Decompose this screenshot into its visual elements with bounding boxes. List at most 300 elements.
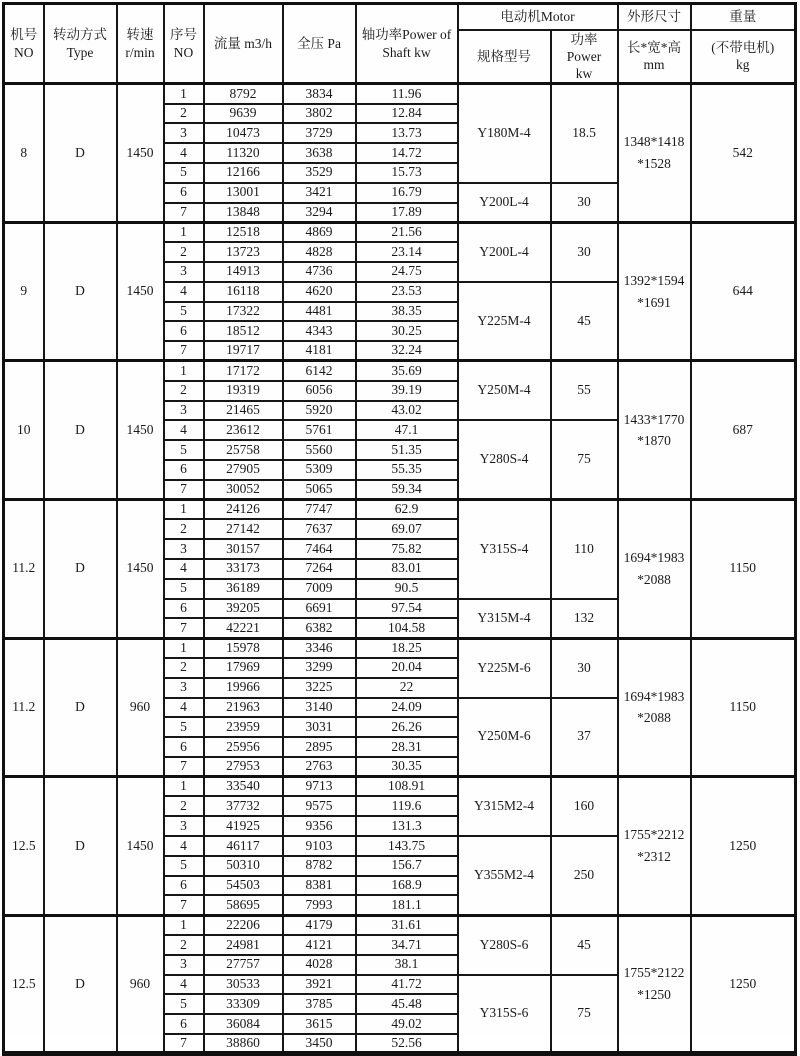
shaft-power-cell: 69.07 [356,519,458,539]
shaft-power-cell: 31.61 [356,915,458,935]
pressure-cell: 3421 [283,183,356,203]
header-weight-unit: kg [736,57,750,73]
serial-no-cell: 6 [164,1014,204,1034]
header-speed [117,4,164,84]
shaft-power-cell: 34.71 [356,935,458,955]
flow-cell: 24981 [204,935,283,955]
pressure-cell: 3785 [283,994,356,1014]
motor-model-cell: Y355M2-4 [458,836,551,915]
serial-no-cell: 3 [164,955,204,975]
motor-model-cell: Y280S-4 [458,420,551,499]
shaft-power-cell: 13.73 [356,123,458,143]
shaft-power-cell: 24.09 [356,698,458,718]
pressure-cell: 8381 [283,876,356,896]
motor-power-cell: 75 [551,420,618,499]
pressure-cell: 3031 [283,717,356,737]
flow-cell: 33309 [204,994,283,1014]
table-row [4,222,796,242]
pressure-cell: 7637 [283,519,356,539]
shaft-power-cell: 52.56 [356,1034,458,1054]
serial-no-cell: 3 [164,816,204,836]
pressure-cell: 3638 [283,143,356,163]
shaft-power-cell: 38.35 [356,302,458,322]
serial-no-cell: 6 [164,321,204,341]
header-drive-type-en: Type [66,44,94,60]
table-row [4,638,796,658]
drive-type-cell: D [44,638,117,777]
header-machine-no [4,4,44,84]
shaft-power-cell: 45.48 [356,994,458,1014]
pressure-cell: 9356 [283,816,356,836]
serial-no-cell: 7 [164,757,204,777]
serial-no-cell: 5 [164,579,204,599]
drive-type-cell: D [44,500,117,639]
shaft-power-cell: 51.35 [356,440,458,460]
table-row [4,777,796,797]
machine-block [4,500,796,639]
serial-no-cell: 6 [164,599,204,619]
flow-cell: 25956 [204,737,283,757]
pressure-cell: 5309 [283,460,356,480]
flow-cell: 23959 [204,717,283,737]
pressure-cell: 4736 [283,262,356,282]
serial-no-cell: 2 [164,104,204,124]
shaft-power-cell: 17.89 [356,203,458,223]
serial-no-cell: 1 [164,84,204,104]
pressure-cell: 5065 [283,480,356,500]
serial-no-cell: 5 [164,856,204,876]
header-drive-type-zh: 转动方式 [53,27,107,43]
serial-no-cell: 7 [164,1034,204,1054]
pressure-cell: 3802 [283,104,356,124]
flow-cell: 12166 [204,163,283,183]
shaft-power-cell: 90.5 [356,579,458,599]
shaft-power-cell: 11.96 [356,84,458,104]
machine-block [4,361,796,500]
pressure-cell: 6142 [283,361,356,381]
flow-cell: 13848 [204,203,283,223]
flow-cell: 18512 [204,321,283,341]
flow-cell: 17969 [204,658,283,678]
pressure-cell: 9575 [283,796,356,816]
serial-no-cell: 1 [164,500,204,520]
table-header [4,4,796,84]
motor-model-cell: Y225M-4 [458,282,551,361]
drive-type-cell: D [44,84,117,223]
pressure-cell: 3346 [283,638,356,658]
motor-power-cell: 160 [551,777,618,836]
shaft-power-cell: 39.19 [356,381,458,401]
serial-no-cell: 3 [164,262,204,282]
flow-cell: 27757 [204,955,283,975]
shaft-power-cell: 24.75 [356,262,458,282]
serial-no-cell: 3 [164,123,204,143]
flow-cell: 30052 [204,480,283,500]
header-motor-model: 规格型号 [458,30,551,84]
serial-no-cell: 6 [164,460,204,480]
serial-no-cell: 1 [164,915,204,935]
serial-no-cell: 1 [164,361,204,381]
machine-no-cell: 12.5 [4,777,44,916]
flow-cell: 39205 [204,599,283,619]
header-weight [691,30,796,84]
weight-cell: 687 [691,361,796,500]
flow-cell: 22206 [204,915,283,935]
serial-no-cell: 4 [164,559,204,579]
pressure-cell: 8782 [283,856,356,876]
motor-power-cell: 250 [551,836,618,915]
shaft-power-cell: 12.84 [356,104,458,124]
shaft-power-cell: 143.75 [356,836,458,856]
header-pressure: 全压 Pa [283,4,356,84]
weight-cell: 1250 [691,777,796,916]
flow-cell: 54503 [204,876,283,896]
serial-no-cell: 6 [164,876,204,896]
dimensions-cell: 1392*1594*1691 [618,222,691,361]
shaft-power-cell: 119.6 [356,796,458,816]
shaft-power-cell: 28.31 [356,737,458,757]
shaft-power-cell: 21.56 [356,222,458,242]
motor-model-cell: Y315S-4 [458,500,551,599]
speed-cell: 1450 [117,84,164,223]
pressure-cell: 6382 [283,618,356,638]
flow-cell: 27905 [204,460,283,480]
flow-cell: 30157 [204,539,283,559]
machine-block [4,84,796,223]
header-machine-no-en: NO [14,44,34,60]
flow-cell: 41925 [204,816,283,836]
drive-type-cell: D [44,361,117,500]
serial-no-cell: 4 [164,975,204,995]
flow-cell: 37732 [204,796,283,816]
shaft-power-cell: 20.04 [356,658,458,678]
drive-type-cell: D [44,777,117,916]
serial-no-cell: 1 [164,638,204,658]
pressure-cell: 7747 [283,500,356,520]
serial-no-cell: 4 [164,143,204,163]
shaft-power-cell: 75.82 [356,539,458,559]
weight-cell: 1150 [691,638,796,777]
header-dimensions-group: 外形尺寸 [618,4,691,30]
motor-power-cell: 75 [551,975,618,1054]
flow-cell: 27953 [204,757,283,777]
pressure-cell: 7993 [283,895,356,915]
pressure-cell: 4481 [283,302,356,322]
header-shaft-power [356,4,458,84]
weight-cell: 542 [691,84,796,223]
machine-block [4,638,796,777]
machine-no-cell: 9 [4,222,44,361]
motor-power-cell: 37 [551,698,618,777]
flow-cell: 23612 [204,420,283,440]
shaft-power-cell: 38.1 [356,955,458,975]
pressure-cell: 4121 [283,935,356,955]
header-serial-no-en: NO [173,44,194,60]
flow-cell: 38860 [204,1034,283,1054]
flow-cell: 27142 [204,519,283,539]
pressure-cell: 2763 [283,757,356,777]
flow-cell: 10473 [204,123,283,143]
serial-no-cell: 7 [164,895,204,915]
serial-no-cell: 5 [164,163,204,183]
flow-cell: 30533 [204,975,283,995]
flow-cell: 42221 [204,618,283,638]
shaft-power-cell: 16.79 [356,183,458,203]
pressure-cell: 3529 [283,163,356,183]
serial-no-cell: 1 [164,777,204,797]
motor-power-cell: 55 [551,361,618,420]
pressure-cell: 6691 [283,599,356,619]
motor-power-cell: 30 [551,638,618,697]
flow-cell: 19319 [204,381,283,401]
header-motor-group: 电动机Motor [458,4,618,30]
flow-cell: 24126 [204,500,283,520]
pressure-cell: 5920 [283,401,356,421]
shaft-power-cell: 59.34 [356,480,458,500]
shaft-power-cell: 30.25 [356,321,458,341]
table-row [4,84,796,104]
header-machine-no-zh: 机号 [10,27,38,43]
dimensions-cell: 1694*1983*2088 [618,638,691,777]
serial-no-cell: 4 [164,698,204,718]
shaft-power-cell: 104.58 [356,618,458,638]
serial-no-cell: 2 [164,935,204,955]
header-shaft-power-line2: Shaft kw [382,44,431,60]
motor-model-cell: Y315M2-4 [458,777,551,836]
pressure-cell: 7464 [283,539,356,559]
serial-no-cell: 7 [164,341,204,361]
header-serial-no [164,4,204,84]
shaft-power-cell: 181.1 [356,895,458,915]
pressure-cell: 3225 [283,678,356,698]
header-shaft-power-line1: 轴功率Power of [361,27,452,43]
header-serial-no-zh: 序号 [170,27,197,43]
pressure-cell: 4343 [283,321,356,341]
serial-no-cell: 5 [164,994,204,1014]
serial-no-cell: 2 [164,242,204,262]
flow-cell: 8792 [204,84,283,104]
flow-cell: 21963 [204,698,283,718]
motor-power-cell: 45 [551,282,618,361]
dimensions-cell: 1755*2122*1250 [618,915,691,1054]
flow-cell: 11320 [204,143,283,163]
serial-no-cell: 3 [164,401,204,421]
weight-cell: 644 [691,222,796,361]
serial-no-cell: 1 [164,222,204,242]
flow-cell: 36189 [204,579,283,599]
shaft-power-cell: 108.91 [356,777,458,797]
pressure-cell: 4869 [283,222,356,242]
serial-no-cell: 4 [164,836,204,856]
flow-cell: 9639 [204,104,283,124]
shaft-power-cell: 23.14 [356,242,458,262]
motor-model-cell: Y280S-6 [458,915,551,974]
shaft-power-cell: 156.7 [356,856,458,876]
serial-no-cell: 2 [164,381,204,401]
pressure-cell: 3921 [283,975,356,995]
pressure-cell: 4181 [283,341,356,361]
motor-model-cell: Y315M-4 [458,599,551,639]
shaft-power-cell: 22 [356,678,458,698]
flow-cell: 46117 [204,836,283,856]
header-flow: 流量 m3/h [204,4,283,84]
header-drive-type [44,4,117,84]
flow-cell: 33173 [204,559,283,579]
speed-cell: 1450 [117,500,164,639]
pressure-cell: 5560 [283,440,356,460]
drive-type-cell: D [44,915,117,1054]
header-weight-group: 重量 [691,4,796,30]
shaft-power-cell: 41.72 [356,975,458,995]
serial-no-cell: 6 [164,737,204,757]
serial-no-cell: 7 [164,480,204,500]
shaft-power-cell: 23.53 [356,282,458,302]
weight-cell: 1250 [691,915,796,1054]
shaft-power-cell: 35.69 [356,361,458,381]
flow-cell: 25758 [204,440,283,460]
machine-no-cell: 11.2 [4,500,44,639]
header-motor-power [551,30,618,84]
header-row-1 [4,4,796,30]
pressure-cell: 3834 [283,84,356,104]
motor-power-cell: 18.5 [551,84,618,183]
serial-no-cell: 7 [164,203,204,223]
flow-cell: 15978 [204,638,283,658]
motor-power-cell: 30 [551,222,618,281]
header-motor-power-line1: 功率Power [566,31,602,64]
pressure-cell: 3615 [283,1014,356,1034]
speed-cell: 1450 [117,222,164,361]
motor-model-cell: Y200L-4 [458,183,551,223]
pressure-cell: 5761 [283,420,356,440]
flow-cell: 50310 [204,856,283,876]
pressure-cell: 3294 [283,203,356,223]
flow-cell: 13723 [204,242,283,262]
dimensions-cell: 1694*1983*2088 [618,500,691,639]
pressure-cell: 3299 [283,658,356,678]
flow-cell: 36084 [204,1014,283,1034]
pressure-cell: 4620 [283,282,356,302]
machine-block [4,777,796,916]
serial-no-cell: 6 [164,183,204,203]
shaft-power-cell: 47.1 [356,420,458,440]
header-motor-power-unit: kw [575,66,593,82]
serial-no-cell: 2 [164,796,204,816]
motor-model-cell: Y315S-6 [458,975,551,1054]
flow-cell: 21465 [204,401,283,421]
serial-no-cell: 7 [164,618,204,638]
serial-no-cell: 5 [164,717,204,737]
shaft-power-cell: 168.9 [356,876,458,896]
shaft-power-cell: 43.02 [356,401,458,421]
flow-cell: 33540 [204,777,283,797]
shaft-power-cell: 131.3 [356,816,458,836]
serial-no-cell: 4 [164,282,204,302]
serial-no-cell: 5 [164,302,204,322]
table-row [4,915,796,935]
serial-no-cell: 3 [164,539,204,559]
shaft-power-cell: 30.35 [356,757,458,777]
shaft-power-cell: 26.26 [356,717,458,737]
pressure-cell: 7009 [283,579,356,599]
motor-model-cell: Y250M-6 [458,698,551,777]
flow-cell: 17172 [204,361,283,381]
pressure-cell: 3140 [283,698,356,718]
serial-no-cell: 4 [164,420,204,440]
speed-cell: 1450 [117,777,164,916]
dimensions-cell: 1755*2212*2312 [618,777,691,916]
motor-model-cell: Y225M-6 [458,638,551,697]
machine-block [4,915,796,1054]
flow-cell: 16118 [204,282,283,302]
header-dimensions [618,30,691,84]
motor-power-cell: 132 [551,599,618,639]
serial-no-cell: 2 [164,519,204,539]
flow-cell: 19717 [204,341,283,361]
machine-no-cell: 8 [4,84,44,223]
pressure-cell: 2895 [283,737,356,757]
motor-model-cell: Y200L-4 [458,222,551,281]
shaft-power-cell: 62.9 [356,500,458,520]
dimensions-cell: 1433*1770*1870 [618,361,691,500]
table-row [4,500,796,520]
flow-cell: 13001 [204,183,283,203]
shaft-power-cell: 49.02 [356,1014,458,1034]
machine-no-cell: 12.5 [4,915,44,1054]
serial-no-cell: 3 [164,678,204,698]
machine-block [4,222,796,361]
speed-cell: 1450 [117,361,164,500]
shaft-power-cell: 14.72 [356,143,458,163]
motor-power-cell: 45 [551,915,618,974]
pressure-cell: 6056 [283,381,356,401]
machine-no-cell: 11.2 [4,638,44,777]
pressure-cell: 4828 [283,242,356,262]
pressure-cell: 4179 [283,915,356,935]
header-dimensions-line1: 长*宽*高 [627,40,681,56]
dimensions-cell: 1348*1418*1528 [618,84,691,223]
pressure-cell: 9713 [283,777,356,797]
flow-cell: 19966 [204,678,283,698]
flow-cell: 17322 [204,302,283,322]
motor-power-cell: 110 [551,500,618,599]
pressure-cell: 7264 [283,559,356,579]
table-row [4,361,796,381]
shaft-power-cell: 97.54 [356,599,458,619]
motor-model-cell: Y180M-4 [458,84,551,183]
flow-cell: 58695 [204,895,283,915]
flow-cell: 12518 [204,222,283,242]
drive-type-cell: D [44,222,117,361]
pressure-cell: 4028 [283,955,356,975]
header-speed-zh: 转速 [126,27,154,43]
header-weight-line1: (不带电机) [711,40,775,56]
motor-model-cell: Y250M-4 [458,361,551,420]
shaft-power-cell: 18.25 [356,638,458,658]
header-dimensions-unit: mm [643,57,665,73]
serial-no-cell: 5 [164,440,204,460]
pressure-cell: 3450 [283,1034,356,1054]
machine-no-cell: 10 [4,361,44,500]
header-speed-unit: r/min [125,44,155,60]
speed-cell: 960 [117,638,164,777]
weight-cell: 1150 [691,500,796,639]
motor-power-cell: 30 [551,183,618,223]
shaft-power-cell: 55.35 [356,460,458,480]
flow-cell: 14913 [204,262,283,282]
shaft-power-cell: 15.73 [356,163,458,183]
pressure-cell: 3729 [283,123,356,143]
